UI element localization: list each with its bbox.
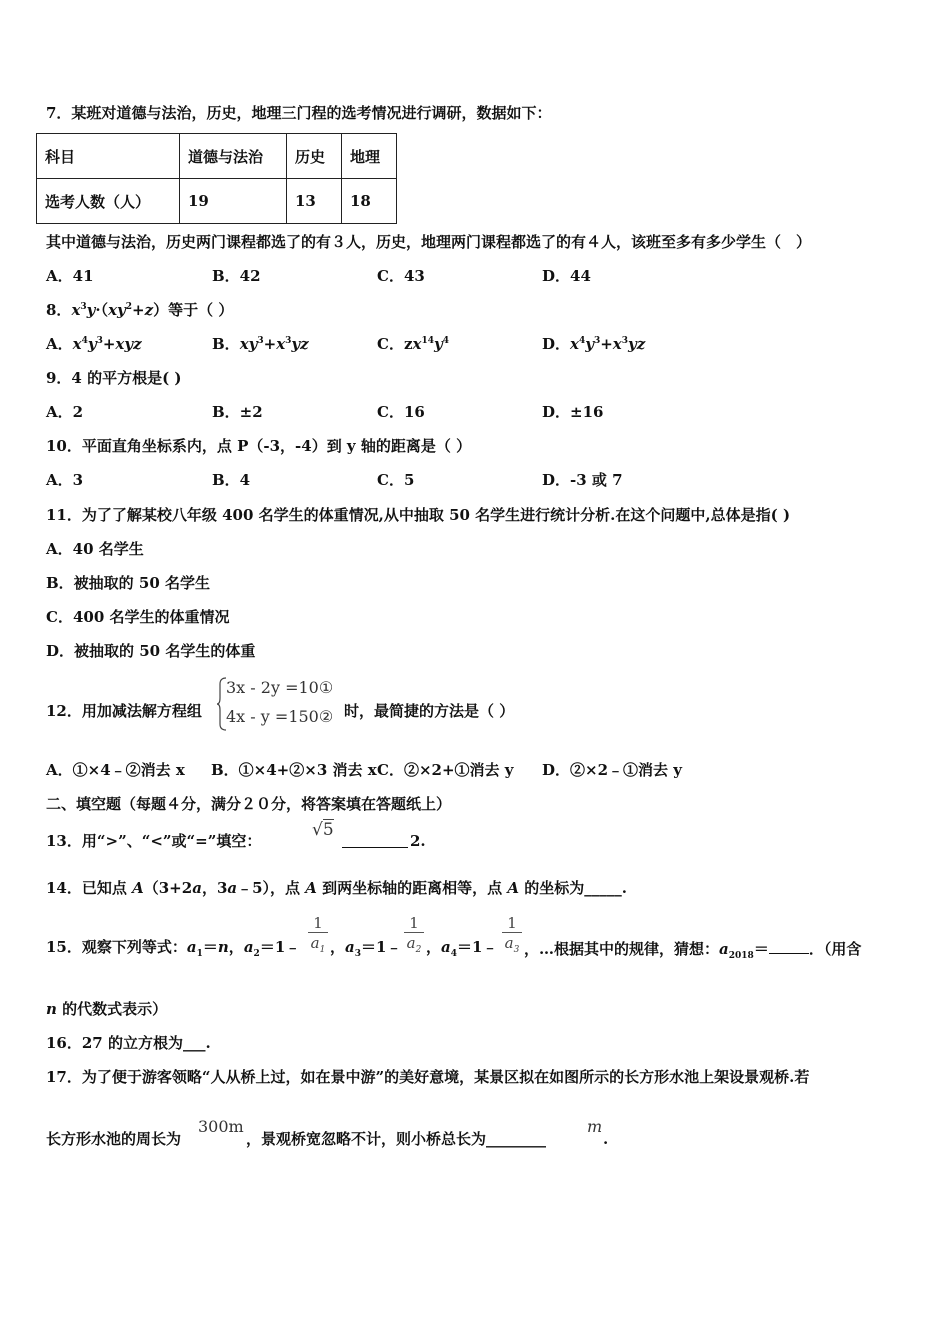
- q12-option-d: D．②×2﹣①消去 y: [542, 761, 682, 779]
- q8-option-c: C．$zx^{14}y^4$: [377, 335, 449, 353]
- q9-option-d: D．±16: [542, 403, 604, 421]
- q8-option-d: D．$x^4y^3+x^3yz$: [542, 335, 646, 353]
- q12-option-b: B．①×4+②×3 消去 x: [211, 761, 377, 779]
- table-header-cell: 地理: [342, 134, 397, 179]
- q15-stem: 15．观察下列等式：$a_1=n$，$a_2=1﹣$: [46, 938, 301, 959]
- q10-stem: 10．平面直角坐标系内，点 P（-3，-4）到 y 轴的距离是（ ）: [46, 437, 472, 455]
- q7-option-b: B．42: [212, 267, 261, 285]
- q9-stem: 9．4 的平方根是( ): [46, 369, 182, 387]
- sqrt-expression: √5: [312, 820, 334, 840]
- q10-option-c: C．5: [377, 471, 415, 489]
- fraction-1: 1 $a_1$: [308, 914, 328, 953]
- q14-stem: 14．已知点 A（3+2a，3a﹣5），点 A 到两坐标轴的距离相等，点 A 的坐标为_____.: [46, 879, 627, 897]
- q15-part-2: ，$a_3=1﹣$: [330, 938, 402, 959]
- table-header-cell: 历史: [287, 134, 342, 179]
- q17-stem: 17．为了便于游客领略“人从桥上过，如在景中游”的美好意境，某景区拟在如图所示的长方形水池上架设景观桥.若: [46, 1068, 810, 1086]
- q17-end: .: [603, 1130, 609, 1148]
- table-cell: 选考人数（人）: [37, 179, 180, 224]
- q16-stem: 16．27 的立方根为___.: [46, 1034, 211, 1052]
- q8-stem: 8．$x^3y\cdot(xy^2+z)$等于（ ）: [46, 301, 234, 319]
- q17-continuation-2: ，景观桥宽忽略不计，则小桥总长为________: [246, 1130, 547, 1148]
- q10-option-b: B．4: [212, 471, 251, 489]
- q8-option-a: A．$x^4y^3+xyz$: [46, 335, 142, 353]
- q9-option-c: C．16: [377, 403, 425, 421]
- table-cell: 19: [180, 179, 287, 224]
- q12-option-c: C．②×2+①消去 y: [377, 761, 514, 779]
- table-cell: 18: [342, 179, 397, 224]
- q7-continuation: 其中道德与法治，历史两门课程都选了的有３人，历史，地理两门课程都选了的有４人，该班至多有多少学生（ ）: [46, 233, 812, 251]
- q13-tail: 2.: [410, 832, 426, 850]
- q7-option-a: A．41: [46, 267, 94, 285]
- unit-m: m: [587, 1117, 603, 1136]
- equation-2: 4x - y =150②: [226, 707, 334, 726]
- table-row: [37, 134, 397, 179]
- q15-tail: ，…根据其中的规律，猜想：$a_{2018}=$ ．（用含: [524, 937, 861, 959]
- perimeter-value: 300m: [198, 1117, 244, 1136]
- table-row: [37, 179, 397, 224]
- q12-stem: 12．用加减法解方程组: [46, 702, 202, 720]
- q11-option-a: A．40 名学生: [46, 540, 144, 558]
- q13-stem: 13．用“>”、“<”或“=”填空：: [46, 832, 262, 850]
- q7-stem: 7．某班对道德与法治，历史，地理三门程的选考情况进行调研，数据如下：: [46, 104, 552, 122]
- fraction-3: 1 $a_3$: [502, 914, 522, 953]
- q7-option-c: C．43: [377, 267, 425, 285]
- section-heading: 二、填空题（每题４分，满分２０分，将答案填在答题纸上）: [46, 795, 452, 813]
- q7-table: [36, 133, 397, 224]
- q8-option-b: B．$xy^3+x^3yz$: [212, 335, 309, 353]
- q12-tail: 时，最简捷的方法是（ ）: [344, 702, 515, 720]
- fraction-2: 1 $a_2$: [404, 914, 424, 953]
- table-header-cell: 道德与法治: [180, 134, 287, 179]
- q11-option-c: C．400 名学生的体重情况: [46, 608, 230, 626]
- table-header-cell: 科目: [37, 134, 180, 179]
- q17-continuation-1: 长方形水池的周长为: [46, 1130, 182, 1148]
- q7-option-d: D．44: [542, 267, 591, 285]
- q11-option-b: B．被抽取的 50 名学生: [46, 574, 210, 592]
- q12-option-a: A．①×4﹣②消去 x: [46, 761, 185, 779]
- q13-blank: [342, 831, 408, 853]
- q11-stem: 11．为了了解某校八年级 400 名学生的体重情况,从中抽取 50 名学生进行统计分析.在这个问题中,总体是指( ): [46, 506, 791, 524]
- q10-option-d: D．-3 或 7: [542, 471, 623, 489]
- q15-part-3: ，$a_4=1﹣$: [426, 938, 498, 959]
- equation-system: [216, 676, 346, 732]
- q15-continuation: n 的代数式表示）: [46, 1000, 168, 1018]
- q11-option-d: D．被抽取的 50 名学生的体重: [46, 642, 256, 660]
- q9-option-a: A．2: [46, 403, 84, 421]
- q9-option-b: B．±2: [212, 403, 263, 421]
- q10-option-a: A．3: [46, 471, 84, 489]
- equation-1: 3x - 2y =10①: [226, 678, 334, 697]
- table-cell: 13: [287, 179, 342, 224]
